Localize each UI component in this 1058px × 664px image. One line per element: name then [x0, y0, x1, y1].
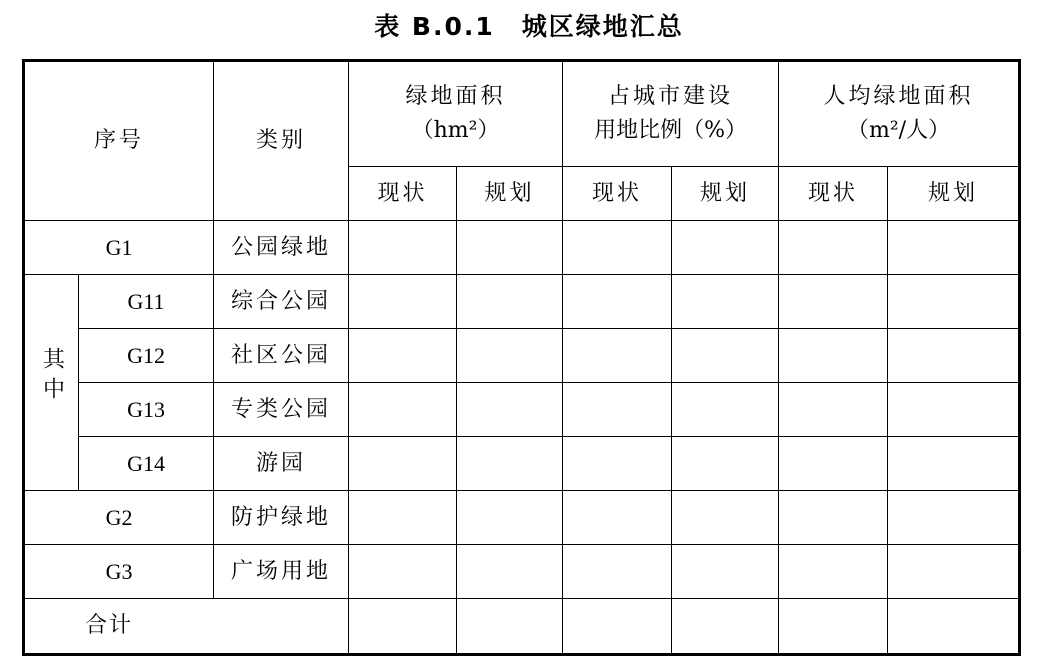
- data-cell: [888, 383, 1020, 437]
- header-green-area-line1: 绿地面积: [405, 84, 506, 109]
- data-cell: [672, 491, 779, 545]
- data-cell: [349, 545, 457, 599]
- data-cell: [563, 221, 672, 275]
- data-cell: [349, 437, 457, 491]
- data-cell: [779, 491, 888, 545]
- header-per-capita-line1: 人均绿地面积: [823, 84, 974, 109]
- data-cell: [563, 275, 672, 329]
- data-cell: [672, 383, 779, 437]
- data-cell: [457, 221, 563, 275]
- row-category: 综合公园: [214, 275, 349, 329]
- data-cell: [457, 275, 563, 329]
- data-cell: [888, 437, 1020, 491]
- data-cell: [672, 599, 779, 655]
- header-land-ratio-line1: 占城市建设: [608, 84, 734, 109]
- header-row: [24, 61, 1020, 167]
- total-label: 合计: [24, 599, 349, 655]
- data-cell: [672, 329, 779, 383]
- row-category: 游园: [214, 437, 349, 491]
- table-row: [24, 329, 1020, 383]
- header-planned: 规划: [672, 167, 779, 221]
- data-cell: [888, 221, 1020, 275]
- data-cell: [779, 599, 888, 655]
- sub-group-label-cell: [24, 275, 79, 491]
- data-cell: [563, 491, 672, 545]
- row-category: 社区公园: [214, 329, 349, 383]
- table-title: 表 B.0.1 城区绿地汇总: [374, 12, 684, 41]
- data-cell: [779, 383, 888, 437]
- header-current: 现状: [349, 167, 457, 221]
- data-cell: [672, 275, 779, 329]
- data-cell: [672, 437, 779, 491]
- header-green-area-unit: （hm²）: [411, 118, 500, 143]
- header-per-capita: [779, 61, 1020, 167]
- row-code: G12: [79, 329, 214, 383]
- table-row: [24, 383, 1020, 437]
- data-cell: [779, 437, 888, 491]
- data-cell: [457, 329, 563, 383]
- data-cell: [349, 221, 457, 275]
- table-row: [24, 221, 1020, 275]
- data-cell: [563, 599, 672, 655]
- data-cell: [457, 491, 563, 545]
- data-cell: [672, 221, 779, 275]
- row-code: G1: [24, 221, 214, 275]
- row-category: 公园绿地: [214, 221, 349, 275]
- row-code: G13: [79, 383, 214, 437]
- data-cell: [779, 329, 888, 383]
- header-category: 类别: [214, 61, 349, 221]
- data-cell: [779, 221, 888, 275]
- row-code: G11: [79, 275, 214, 329]
- data-cell: [888, 545, 1020, 599]
- header-seq: 序号: [24, 61, 214, 221]
- data-cell: [349, 383, 457, 437]
- data-cell: [457, 599, 563, 655]
- data-cell: [779, 545, 888, 599]
- row-category: 专类公园: [214, 383, 349, 437]
- data-cell: [888, 275, 1020, 329]
- data-cell: [563, 329, 672, 383]
- header-land-ratio: [563, 61, 779, 167]
- header-current: 现状: [563, 167, 672, 221]
- header-planned: 规划: [457, 167, 563, 221]
- table-row: [24, 275, 1020, 329]
- data-cell: [349, 599, 457, 655]
- data-cell: [349, 491, 457, 545]
- data-cell: [888, 329, 1020, 383]
- data-cell: [457, 383, 563, 437]
- data-cell: [779, 275, 888, 329]
- green-space-summary-table: [22, 59, 1021, 656]
- header-green-area: [349, 61, 563, 167]
- table-row: [24, 491, 1020, 545]
- data-cell: [563, 437, 672, 491]
- header-planned: 规划: [888, 167, 1020, 221]
- row-code: G14: [79, 437, 214, 491]
- data-cell: [349, 275, 457, 329]
- data-cell: [457, 545, 563, 599]
- row-category: 防护绿地: [214, 491, 349, 545]
- total-row: [24, 599, 1020, 655]
- row-code: G3: [24, 545, 214, 599]
- table-row: [24, 437, 1020, 491]
- data-cell: [349, 329, 457, 383]
- data-cell: [563, 383, 672, 437]
- table-row: [24, 545, 1020, 599]
- sub-group-label: 其中: [39, 347, 65, 407]
- data-cell: [563, 545, 672, 599]
- row-category: 广场用地: [214, 545, 349, 599]
- row-code: G2: [24, 491, 214, 545]
- data-cell: [672, 545, 779, 599]
- data-cell: [888, 491, 1020, 545]
- data-cell: [457, 437, 563, 491]
- header-per-capita-unit: （m²/人）: [846, 118, 951, 143]
- header-current: 现状: [779, 167, 888, 221]
- header-land-ratio-line2: 用地比例（%）: [594, 118, 747, 143]
- data-cell: [888, 599, 1020, 655]
